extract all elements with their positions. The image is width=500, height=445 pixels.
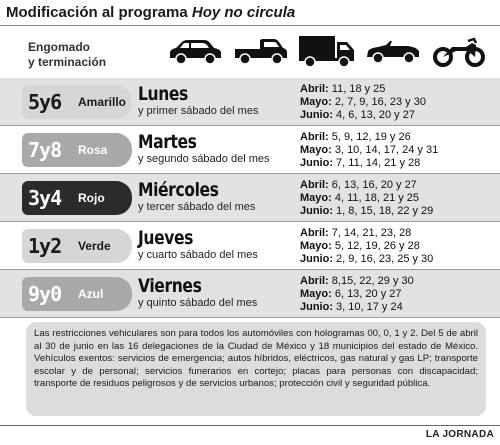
schedule-row xyxy=(0,126,500,174)
schedule-row xyxy=(0,78,500,126)
date-list xyxy=(300,275,498,314)
month-label: Junio: xyxy=(300,205,333,217)
top-divider xyxy=(0,25,500,26)
month-label: Mayo: xyxy=(300,192,332,204)
engomado-label-line1: Engomado xyxy=(28,40,90,54)
bottom-divider xyxy=(0,425,500,426)
month-label: Abril: xyxy=(300,227,329,239)
restrictions-notice xyxy=(26,322,486,416)
restrictions-text: Las restricciones vehiculares son para todos los automóviles con hologramas 00, 0, 1 y 2. Del 5 de abril al 30 de junio en las 16 delegaciones de la Ciudad de México y 18 municipios del estado de México. Vehículos exentos: servicios de emergencia; autos híbridos, eléctricos, gas natural y gas LP; transporte escolar y de personal; servicios funerarios en cortejo; placas para personas con discapacidad; transporte de residuos peligrosos y de servicios urbanos; protección civil y seguridad pública. xyxy=(34,328,478,390)
date-line-may xyxy=(300,288,498,301)
month-days: 4, 11, 18, 21 y 25 xyxy=(331,192,420,204)
month-label: Mayo: xyxy=(300,240,332,252)
sticker-color: Rosa xyxy=(78,143,108,157)
sticker-color: Amarillo xyxy=(78,95,127,109)
month-label: Junio: xyxy=(300,301,333,313)
month-label: Junio: xyxy=(300,253,333,265)
month-label: Junio: xyxy=(300,157,333,169)
month-label: Abril: xyxy=(300,83,329,95)
date-line-may xyxy=(300,240,498,253)
sticker-color: Azul xyxy=(78,287,104,301)
date-list xyxy=(300,227,498,266)
date-list xyxy=(300,179,498,218)
schedule-table xyxy=(0,78,500,318)
month-label: Mayo: xyxy=(300,144,332,156)
month-days: 3, 10, 14, 17, 24 y 31 xyxy=(331,144,439,156)
plate-badge xyxy=(22,85,132,119)
row-divider xyxy=(0,317,500,318)
plate-digits: 3y4 xyxy=(28,186,62,210)
date-line-may xyxy=(300,96,498,109)
month-label: Abril: xyxy=(300,179,329,191)
car-icon xyxy=(162,32,228,70)
month-days: 5, 12, 19, 26 y 28 xyxy=(331,240,420,252)
month-days: 4, 6, 13, 20 y 27 xyxy=(333,109,415,121)
month-days: 7, 14, 21, 23, 28 xyxy=(328,227,412,239)
day-block xyxy=(138,180,300,214)
schedule-row xyxy=(0,174,500,222)
date-line-june xyxy=(300,157,498,170)
month-days: 3, 10, 17 y 24 xyxy=(333,301,403,313)
source-credit: LA JORNADA xyxy=(425,429,494,440)
box-truck-icon xyxy=(294,32,360,70)
convertible-icon xyxy=(360,32,426,70)
plate-digits: 1y2 xyxy=(28,234,62,258)
plate-badge xyxy=(22,133,132,167)
date-line-april xyxy=(300,275,498,288)
month-label: Junio: xyxy=(300,109,333,121)
weekday: Jueves xyxy=(138,227,193,249)
date-list xyxy=(300,131,498,170)
weekday: Martes xyxy=(138,131,197,153)
saturday-note: y segundo sábado del mes xyxy=(138,153,270,165)
sticker-color: Verde xyxy=(78,239,111,253)
saturday-note: y tercer sábado del mes xyxy=(138,201,256,213)
date-line-june xyxy=(300,205,498,218)
month-days: 2, 9, 16, 23, 25 y 30 xyxy=(333,253,434,265)
month-days: 7, 11, 14, 21 y 28 xyxy=(333,157,421,169)
month-label: Abril: xyxy=(300,131,329,143)
day-block xyxy=(138,84,300,118)
month-label: Abril: xyxy=(300,275,329,287)
date-list xyxy=(300,83,498,122)
plate-digits: 5y6 xyxy=(28,90,62,114)
sticker-color: Rojo xyxy=(78,191,105,205)
plate-badge xyxy=(22,277,132,311)
month-days: 8,15, 22, 29 y 30 xyxy=(328,275,414,287)
schedule-row xyxy=(0,222,500,270)
date-line-may xyxy=(300,192,498,205)
date-line-june xyxy=(300,301,498,314)
month-label: Mayo: xyxy=(300,96,332,108)
date-line-april xyxy=(300,179,498,192)
pickup-truck-icon xyxy=(228,32,294,70)
schedule-row xyxy=(0,270,500,318)
month-days: 6, 13, 20 y 27 xyxy=(331,288,402,300)
weekday: Viernes xyxy=(138,275,202,297)
month-label: Mayo: xyxy=(300,288,332,300)
month-days: 2, 7, 9, 16, 23 y 30 xyxy=(331,96,426,108)
plate-digits: 9y0 xyxy=(28,282,62,306)
date-line-april xyxy=(300,83,498,96)
month-days: 11, 18 y 25 xyxy=(328,83,386,95)
month-days: 1, 8, 15, 18, 22 y 29 xyxy=(333,205,434,217)
date-line-april xyxy=(300,227,498,240)
title-prefix: Modificación al programa xyxy=(6,4,192,21)
saturday-note: y cuarto sábado del mes xyxy=(138,249,258,261)
day-block xyxy=(138,132,300,166)
plate-digits: 7y8 xyxy=(28,138,62,162)
date-line-april xyxy=(300,131,498,144)
engomado-label-line2: y terminación xyxy=(28,55,107,69)
date-line-june xyxy=(300,253,498,266)
engomado-label xyxy=(28,40,106,70)
weekday: Miércoles xyxy=(138,179,219,201)
month-days: 6, 13, 16, 20 y 27 xyxy=(328,179,417,191)
title-program-name: Hoy no circula xyxy=(191,4,296,21)
saturday-note: y primer sábado del mes xyxy=(138,105,259,117)
saturday-note: y quinto sábado del mes xyxy=(138,297,258,309)
weekday: Lunes xyxy=(138,83,188,105)
plate-badge xyxy=(22,229,132,263)
date-line-june xyxy=(300,109,498,122)
day-block xyxy=(138,276,300,310)
plate-badge xyxy=(22,181,132,215)
month-days: 5, 9, 12, 19 y 26 xyxy=(328,131,411,143)
page-title xyxy=(6,4,295,21)
vehicle-icons xyxy=(162,32,498,70)
date-line-may xyxy=(300,144,498,157)
day-block xyxy=(138,228,300,262)
motorcycle-icon xyxy=(426,32,492,70)
